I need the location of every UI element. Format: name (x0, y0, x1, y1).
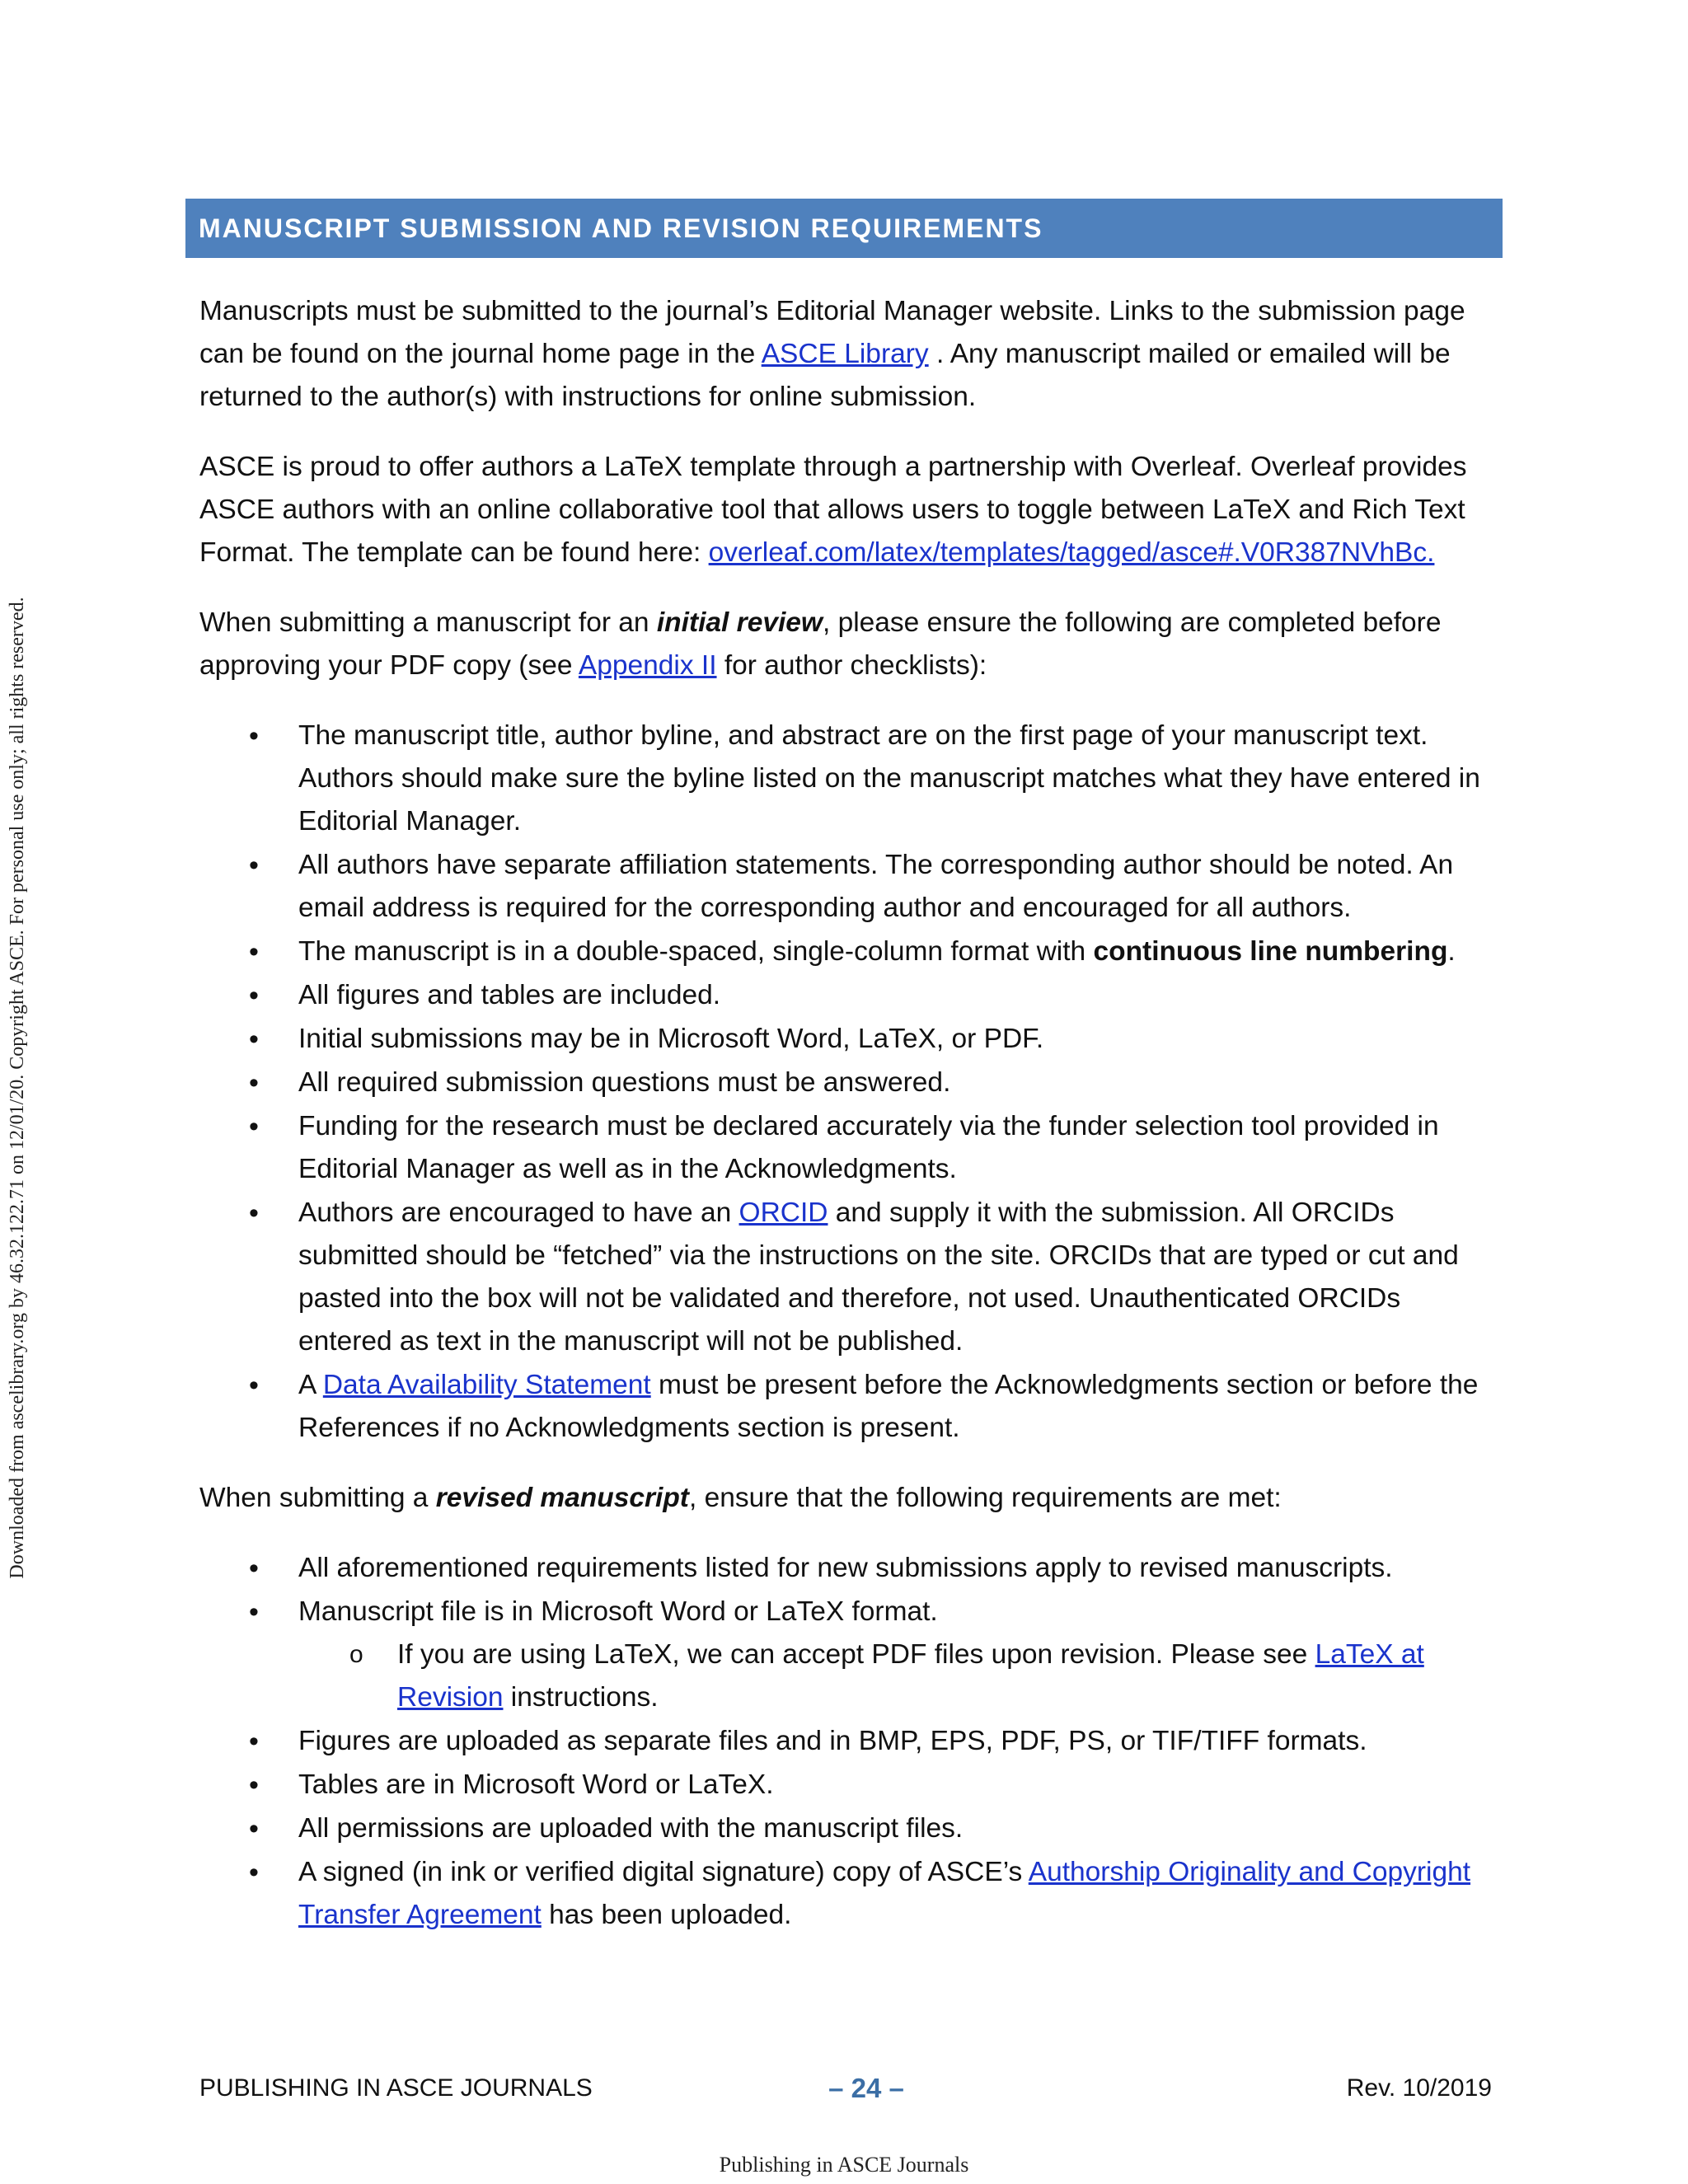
list-item (199, 1364, 1502, 1450)
text-run: If you are using LaTeX, we can accept PDF files upon revision. Please see (397, 1639, 1315, 1670)
text-run: All permissions are uploaded with the manuscript files. (298, 1813, 964, 1844)
list-item (199, 1720, 1502, 1763)
list-item (199, 1105, 1502, 1191)
text-run: All authors have separate affiliation statements. The corresponding author should be noted. An email address is required for the corresponding author and encouraged for all authors. (298, 850, 1454, 923)
revised-manuscript-list (199, 1547, 1502, 1937)
initial-review-list (199, 715, 1502, 1450)
text-run: Tables are in Microsoft Word or LaTeX. (298, 1769, 774, 1800)
bottom-caption: Publishing in ASCE Journals (719, 2153, 969, 2177)
text-run: has been uploaded. (541, 1900, 792, 1930)
text-run: The manuscript title, author byline, and abstract are on the first page of your manuscript text. Authors should make sure the byline listed on the manuscript matches what they have entered in Editorial Manager. (298, 720, 1480, 837)
download-watermark: Downloaded from ascelibrary.org by 46.32.122.71 on 12/01/20. Copyright ASCE. For personal use only; all rights reserved. (7, 597, 28, 1579)
intro-paragraph-submission (199, 290, 1502, 419)
text-run: A signed (in ink or verified digital signature) copy of ASCE’s (298, 1857, 1029, 1887)
text-run: . Any manuscript mailed or emailed will be returned to the author(s) with instructions for online submission. (199, 339, 1451, 412)
sub-list (298, 1633, 1502, 1719)
text-run: When submitting a manuscript for an (199, 607, 657, 638)
section-header (185, 199, 1503, 258)
text-run: , ensure that the following requirements are met: (688, 1483, 1282, 1513)
list-item (199, 1764, 1502, 1807)
list-item (199, 1807, 1502, 1850)
appendix-ii-link[interactable]: Appendix II (578, 650, 717, 681)
data-availability-link[interactable]: Data Availability Statement (322, 1370, 651, 1400)
footer-publication-title: PUBLISHING IN ASCE JOURNALS (199, 2074, 593, 2102)
text-run: Authors are encouraged to have an (298, 1197, 739, 1228)
revised-manuscript-lead (199, 1477, 1502, 1520)
list-item (199, 1591, 1502, 1719)
text-run: for author checklists): (716, 650, 987, 681)
text-run: The manuscript is in a double-spaced, single-column format with (298, 936, 1094, 967)
section-title: MANUSCRIPT SUBMISSION AND REVISION REQUIREMENTS (199, 213, 1043, 243)
text-run: A (298, 1370, 323, 1400)
page-number: – 24 – (828, 2073, 904, 2103)
emphasis-line-numbering: continuous line numbering (1093, 936, 1448, 967)
sub-list-item (298, 1633, 1502, 1719)
list-item (199, 1851, 1502, 1937)
orcid-link[interactable]: ORCID (738, 1197, 828, 1228)
text-run: and supply it with the submission. All ORCIDs submitted should be “fetched” via the instructions on the site. ORCIDs that are typed or cut and pasted into the box will not be validated and therefore, not used. Unauthenticated ORCIDs entered as text in the manuscript will not be published. (298, 1197, 1459, 1357)
text-run: Manuscripts must be submitted to the journal’s Editorial Manager website. Links to the submission page can be found on the journal home page in the (199, 296, 1465, 369)
text-run: . (1447, 936, 1456, 967)
text-run: , please ensure the following are completed before approving your PDF copy (see (199, 607, 1442, 681)
list-item (199, 930, 1502, 973)
text-run: Manuscript file is in Microsoft Word or LaTeX format. (298, 1596, 938, 1627)
emphasis-initial-review: initial review (656, 607, 823, 638)
latex-at-revision-link[interactable]: LaTeX at Revision (397, 1639, 1424, 1713)
text-run: Initial submissions may be in Microsoft Word, LaTeX, or PDF. (298, 1024, 1044, 1054)
emphasis-revised-manuscript: revised manuscript (435, 1483, 689, 1513)
list-item (199, 844, 1502, 930)
asce-library-link[interactable]: ASCE Library (761, 339, 929, 369)
text-run: All aforementioned requirements listed for new submissions apply to revised manuscripts. (298, 1553, 1393, 1583)
initial-review-lead (199, 602, 1502, 687)
text-run: Funding for the research must be declared accurately via the funder selection tool provided in Editorial Manager as well as in the Acknowledgments. (298, 1111, 1439, 1184)
text-run: must be present before the Acknowledgments section or before the References if no Acknowledgments section is present. (298, 1370, 1479, 1443)
list-item (199, 1192, 1502, 1363)
list-item (199, 715, 1502, 843)
intro-paragraph-overleaf (199, 446, 1502, 574)
footer-revision-date: Rev. 10/2019 (1346, 2074, 1492, 2102)
list-item (199, 1547, 1502, 1590)
text-run: When submitting a (199, 1483, 436, 1513)
text-run: ASCE is proud to offer authors a LaTeX template through a partnership with Overleaf. Overleaf provides ASCE authors with an online collaborative tool that allows users to toggle between LaTeX and Rich Text Format. The template can be found here: (199, 452, 1467, 568)
copyright-agreement-link[interactable]: Authorship Originality and Copyright Transfer Agreement (298, 1857, 1471, 1930)
list-item (199, 1062, 1502, 1104)
main-content (199, 290, 1502, 1964)
text-run: instructions. (503, 1682, 659, 1713)
text-run: All figures and tables are included. (298, 980, 721, 1010)
page-footer (199, 2067, 1492, 2110)
list-item (199, 974, 1502, 1017)
text-run: All required submission questions must be answered. (298, 1067, 951, 1098)
list-item (199, 1018, 1502, 1061)
overleaf-template-link[interactable]: overleaf.com/latex/templates/tagged/asce#.V0R387NVhBc. (708, 537, 1435, 568)
text-run: Figures are uploaded as separate files and in BMP, EPS, PDF, PS, or TIF/TIFF formats. (298, 1726, 1367, 1756)
